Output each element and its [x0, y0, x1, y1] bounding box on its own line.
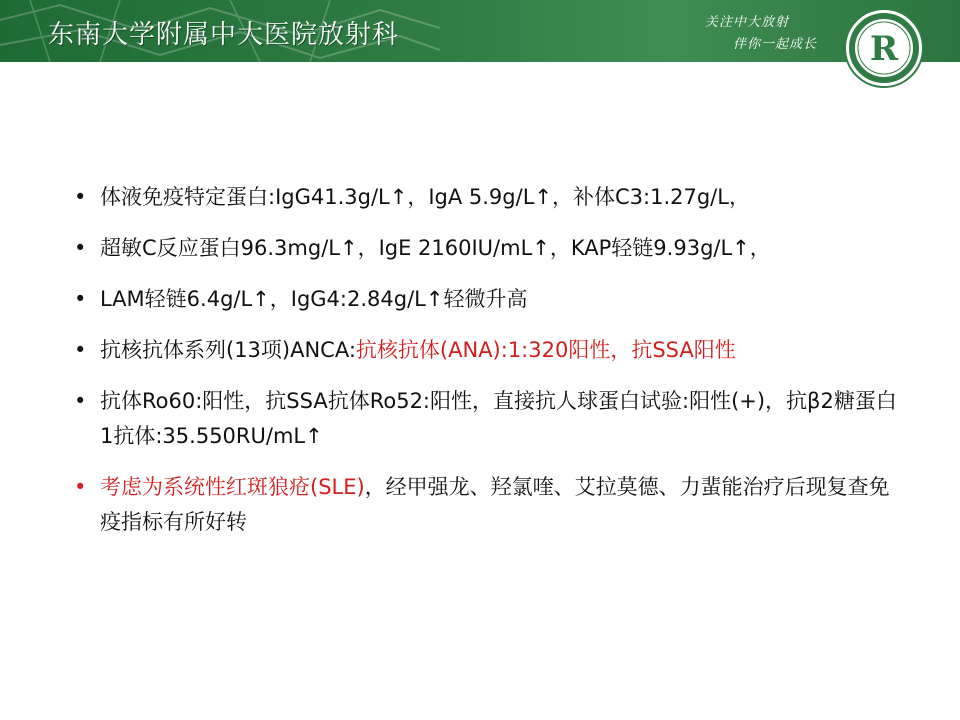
bullet-text-segment: 体液免疫特定蛋白:IgG41.3g/L↑，IgA 5.9g/L↑，补体C3:1.27g/L，: [100, 185, 750, 209]
bullet-text-segment: 抗核抗体(ANA):1:320阳性，抗SSA阳性: [355, 338, 736, 362]
bullet-dot-icon: •: [74, 287, 87, 311]
logo-letter: R: [869, 29, 899, 69]
bullet-item: [70, 180, 900, 215]
bullet-dot-icon: •: [74, 185, 87, 209]
bullet-item: [70, 384, 900, 454]
bullet-dot-icon: •: [74, 475, 87, 499]
bullet-text-segment: LAM轻链6.4g/L↑，IgG4:2.84g/L↑轻微升高: [100, 287, 528, 311]
bullet-text-segment: 抗体Ro60:阳性，抗SSA抗体Ro52:阳性，直接抗人球蛋白试验:阳性(+)，抗β2糖蛋白1抗体:35.550RU/mL↑: [100, 389, 897, 448]
hospital-name: 东南大学附属中大医院放射科: [48, 20, 400, 50]
bullet-text-segment: ，经甲强龙、羟氯喹、艾拉莫德、力蜚能治疗后现复查免疫指标有所好转: [100, 475, 890, 534]
hospital-logo: [843, 7, 925, 89]
bullet-dot-icon: •: [74, 236, 87, 260]
bullet-text-segment: 抗核抗体系列(13项)ANCA:: [100, 338, 356, 362]
bullet-dot-icon: •: [74, 389, 87, 413]
slogan-line-1: 关注中大放射: [705, 15, 790, 30]
bullet-list: [70, 180, 900, 556]
header-banner: [0, 0, 960, 62]
slogan-line-2: 伴你一起成长: [733, 37, 818, 52]
bullet-item: [70, 231, 900, 266]
bullet-item: [70, 282, 900, 317]
bullet-text-segment: 超敏C反应蛋白96.3mg/L↑，IgE 2160IU/mL↑，KAP轻链9.93g/L↑，: [100, 236, 771, 260]
bullet-item: [70, 333, 900, 368]
bullet-dot-icon: •: [74, 338, 87, 362]
bullet-item: [70, 470, 900, 540]
bullet-text-segment: 考虑为系统性红斑狼疮(SLE): [100, 475, 365, 499]
